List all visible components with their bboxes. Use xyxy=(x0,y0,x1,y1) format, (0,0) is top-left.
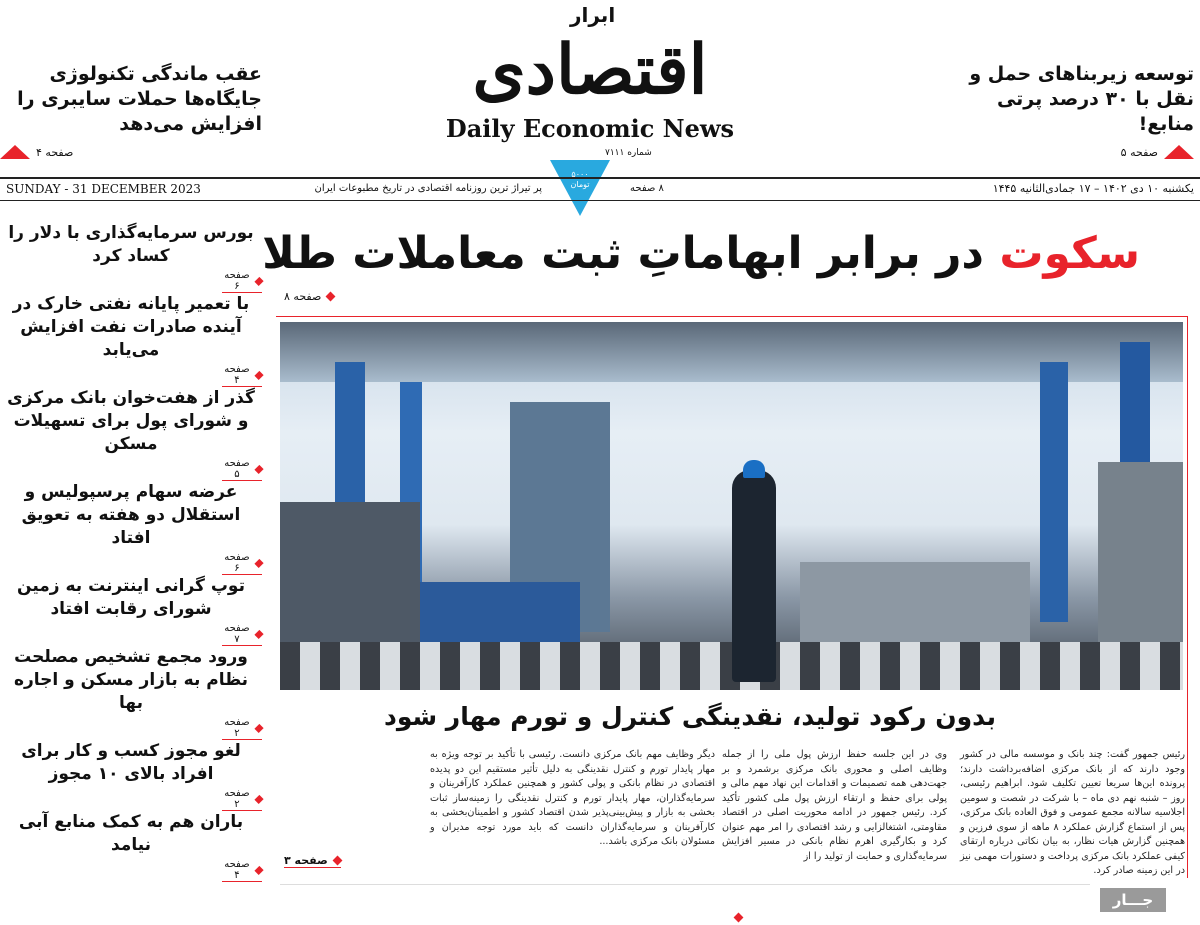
diamond-icon xyxy=(254,794,263,803)
page-count: ۸ صفحه xyxy=(630,183,664,194)
persian-date: یکشنبه ۱۰ دی ۱۴۰۲ – ۱۷ جمادی‌الثانیه ۱۴۴۵ xyxy=(992,182,1194,195)
top-right-headline: توسعه زیربناهای حمل و نقل با ۳۰ درصد پرتی منابع! xyxy=(969,63,1194,135)
side-story[interactable]: توپ گرانی اینترنت به زمین شورای رقابت افتاد صفحه ۷ xyxy=(0,575,262,646)
logo-persian: اقتصادی xyxy=(472,30,708,110)
diamond-icon xyxy=(254,723,263,732)
triangle-marker-icon xyxy=(0,145,30,159)
masthead xyxy=(400,2,780,172)
logo-small: ابرار xyxy=(570,3,616,27)
diamond-icon xyxy=(254,558,263,567)
main-headline[interactable] xyxy=(262,226,1140,282)
top-left-headline: عقب ماندگی تکنولوژی جایگاه‌ها حملات سایبری را افزایش می‌دهد xyxy=(17,63,262,135)
continue-page-ref[interactable]: صفحه ۳ xyxy=(284,854,341,868)
issue-number: شماره ۷۱۱۱ xyxy=(605,148,652,158)
diamond-icon xyxy=(254,370,263,379)
triangle-marker-icon xyxy=(1164,145,1194,159)
side-stories xyxy=(0,222,262,881)
side-story[interactable]: باران هم به کمک منابع آبی نیامد صفحه ۴ xyxy=(0,811,262,882)
top-right-story[interactable] xyxy=(944,62,1194,159)
top-left-story[interactable] xyxy=(0,62,262,159)
page-ref: صفحه ۵ xyxy=(1120,145,1158,159)
side-story[interactable]: ورود مجمع تشخیص مصلحت نظام به بازار مسکن و اجاره بها صفحه ۲ xyxy=(0,646,262,740)
side-story[interactable]: لغو مجوز کسب و کار برای افراد بالای ۱۰ مجوز صفحه ۲ xyxy=(0,740,262,811)
headline-page-ref[interactable]: صفحه ۸ xyxy=(284,290,334,303)
diamond-icon xyxy=(254,629,263,638)
jaar-logo: جـــار xyxy=(1100,888,1166,912)
headline-highlight: سکوت xyxy=(999,228,1140,279)
english-date: SUNDAY - 31 DECEMBER 2023 xyxy=(6,182,201,196)
price-text: ۵۰۰۰ تومان xyxy=(570,170,590,189)
side-story[interactable]: با تعمیر پایانه نفتی خارک در آینده صادرات نفت افزایش می‌یابد صفحه ۴ xyxy=(0,293,262,387)
diamond-icon xyxy=(332,856,342,866)
headline-text: در برابر ابهاماتِ ثبت معاملات طلا xyxy=(262,228,1000,279)
logo-english: Daily Economic News xyxy=(445,114,735,143)
footer-rule xyxy=(280,884,1090,885)
lead-photo-factory-worker xyxy=(280,322,1183,690)
slogan: پر تیراژ ترین روزنامه اقتصادی در تاریخ مطبوعات ایران xyxy=(314,183,542,194)
datebar xyxy=(0,177,1200,201)
diamond-icon xyxy=(254,865,263,874)
page-ref: صفحه ۴ xyxy=(36,145,74,159)
article-column: دیگر وظایف مهم بانک مرکزی دانست. رئیسی با تأکید بر توجه ویژه به مهار پایدار تورم و کنترل نقدینگی به دلیل تأثیر مستقیم این دو پدیده اقتصادی در نظام بانکی و پولی کشور و همچنین عملکرد کارآفرینان و سرمایه‌گذاران، مهار پایدار تورم و کنترل نقدینگی را زمینه‌ساز ثبات بخشی به بازار و پیش‌بینی‌پذیر شدن اقتصاد کشور و اطمینان‌بخشی به کارآفرینان و سرمایه‌گذاران دانست که باید مورد توجه مدیران و مسئولان بانک مرکزی باشد... xyxy=(430,749,715,847)
diamond-icon xyxy=(254,464,263,473)
side-story[interactable]: بورس سرمایه‌گذاری با دلار را کساد کرد صفحه ۶ xyxy=(0,222,262,293)
article-column: وی در این جلسه حفظ ارزش پول ملی را از جمله وظایف اصلی و محوری بانک مرکزی برشمرد و بر جهت‌دهی همه تصمیمات و اقدامات این نهاد مهم مالی و پولی برای حفظ و ارتقاء ارزش پول ملی کشور تأکید کرد. رئیس جمهور در ادامه محوریت اصلی در اقتصاد مقاومتی، اشتغالزایی و رشد اقتصادی را امر مهم عنوان کرد و بکارگیری اهرم نظام بانکی در مسیر افزایش سرمایه‌گذاری و حمایت از تولید را از xyxy=(722,749,947,862)
subheadline[interactable]: بدون رکود تولید، نقدینگی کنترل و تورم مهار شود xyxy=(384,702,996,731)
side-story[interactable]: گذر از هفت‌خوان بانک مرکزی و شورای پول برای تسهیلات مسکن صفحه ۵ xyxy=(0,387,262,481)
article-column: رئیس جمهور گفت: چند بانک و موسسه مالی در کشور وجود دارند که از بانک مرکزی اضافه‌برداشت دارند؛ پرونده این‌ها سریعا تعیین تکلیف شود. ابراهیم رئیسی، روز – شنبه نهم دی ماه – با شرکت در شصت و سومین اجلاسیه سالانه مجمع عمومی و فوق العاده بانک مرکزی، پس از استماع گزارش عملکرد ۸ ماهه از سوی فرزین و همچنین گزارش هیات نظار، به بیان نکاتی درباره ارتقای کیفی عملکرد بانک مرکزی پرداخت و دستورات مهمی نیز در این زمینه صادر کرد. xyxy=(960,749,1186,876)
diamond-icon xyxy=(326,292,336,302)
side-story[interactable]: عرضه سهام پرسپولیس و استقلال دو هفته به تعویق افتاد صفحه ۶ xyxy=(0,481,262,575)
footer-diamond-icon xyxy=(735,906,742,925)
